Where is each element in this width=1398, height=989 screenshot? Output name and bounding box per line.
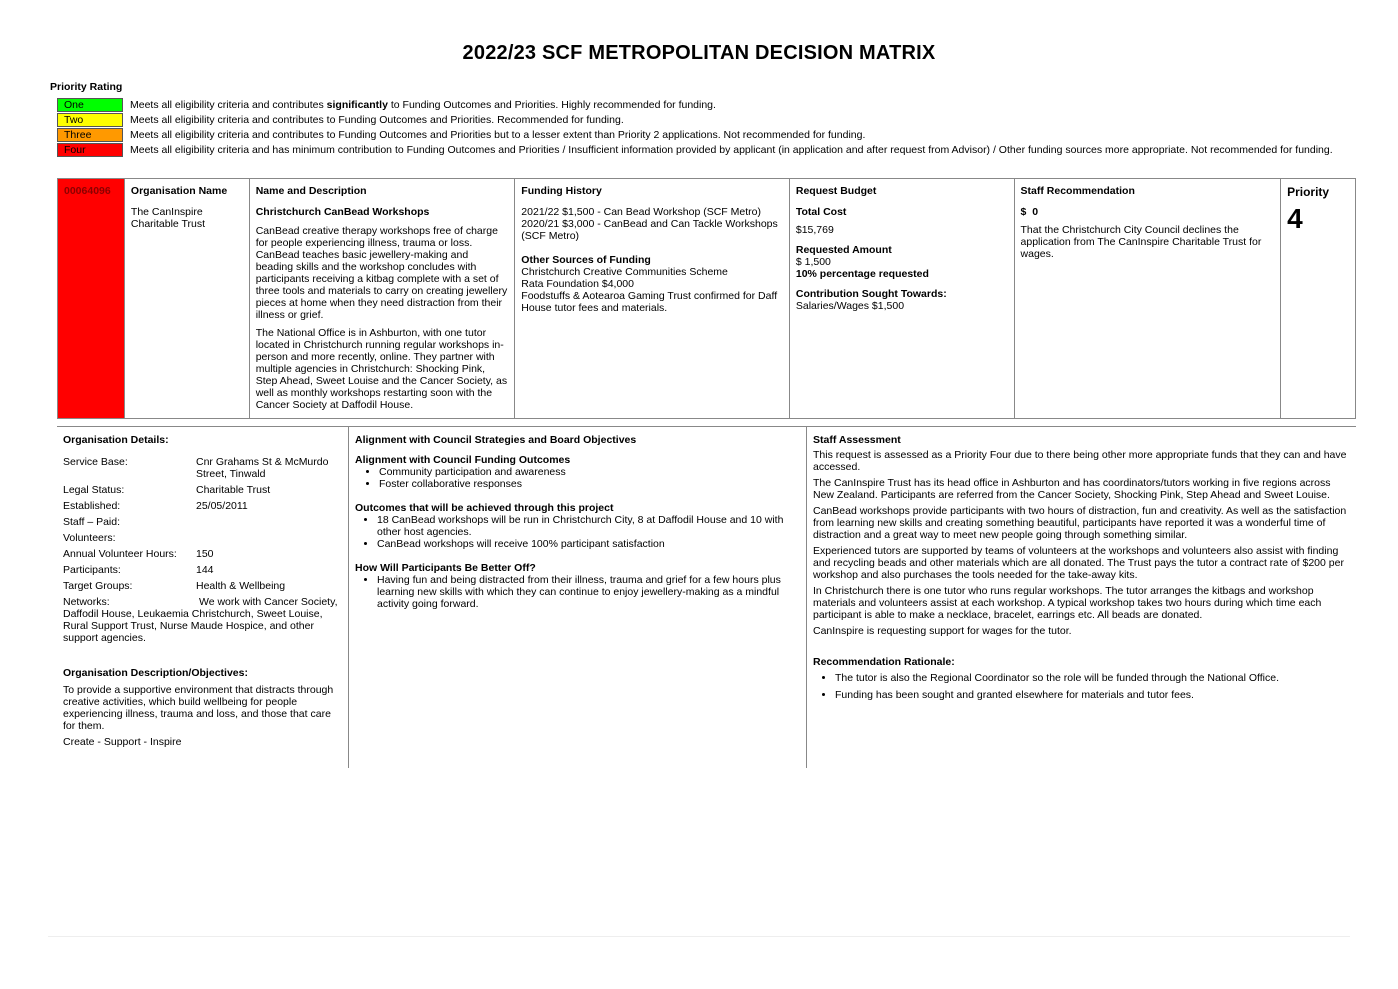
column-divider: [348, 427, 349, 768]
legend-text-three: Meets all eligibility criteria and contributes to Funding Outcomes and Priorities but to a lesser extent than Priority 2 applications. Not recommended for funding.: [130, 128, 866, 141]
detail-value: [196, 532, 343, 548]
legend-text-four: Meets all eligibility criteria and has minimum contribution to Funding Outcomes and Priorities / Insufficient information provided by applicant (in application and after request from Advisor) / Other funding sources more appropriate. Not recommended for funding.: [130, 143, 1333, 156]
priority-rating-heading: Priority Rating: [50, 81, 123, 93]
detail-value: [196, 516, 343, 532]
detail-label: Service Base:: [63, 456, 128, 468]
detail-row: [63, 456, 343, 484]
detail-row: [63, 564, 343, 580]
project-outcome-item: • CanBead workshops will receive 100% participant satisfaction: [377, 538, 800, 550]
funding-outcomes-list: [355, 466, 800, 490]
page-title: 2022/23 SCF METROPOLITAN DECISION MATRIX: [462, 42, 936, 64]
total-cost-label: Total Cost: [795, 206, 847, 218]
detail-value: 144: [196, 564, 214, 576]
staff-assessment-heading: Staff Assessment: [813, 434, 901, 446]
rationale-item: • The tutor is also the Regional Coordinator so the role will be funded through the National Office.: [835, 672, 1350, 684]
other-source-item: Christchurch Creative Communities Scheme: [521, 266, 728, 278]
networks-value: Daffodil House, Leukaemia Christchurch, Sweet Louise, Rural Support Trust, Nurse Maude Hospice, and other support agencies.: [63, 608, 323, 644]
detail-value: Health & Wellbeing: [196, 580, 286, 592]
networks-label: Networks:: [63, 596, 110, 608]
project-outcome-item: • 18 CanBead workshops will be run in Christchurch City, 8 at Daffodil House and 10 with other host agencies.: [377, 514, 800, 538]
legend-text-one: Meets all eligibility criteria and contributes significantly to Funding Outcomes and Priorities. Highly recommended for funding.: [130, 98, 716, 111]
organisation-details-table: [63, 456, 343, 596]
detail-row: [63, 500, 343, 516]
request-budget-heading: Request Budget: [795, 185, 877, 197]
name-description-heading: Name and Description: [255, 185, 367, 197]
assessment-paragraph: The CanInspire Trust has its head office in Ashburton and has coordinators/tutors working in five regions across New Zealand. Participants are referred from the Cancer Society, Shocking Pink, Step Ahead and Sweet Louise.: [813, 477, 1331, 501]
funding-outcome-item: • Foster collaborative responses: [379, 478, 800, 490]
column-divider: [806, 427, 807, 768]
networks-first-line: We work with Cancer Society,: [199, 596, 338, 608]
detail-label: Target Groups:: [63, 580, 133, 592]
funding-history-heading: Funding History: [521, 185, 602, 197]
detail-value: 25/05/2011: [196, 500, 248, 512]
staff-recommended-amount: $ 0: [1020, 206, 1039, 218]
priority-legend: [57, 97, 1333, 157]
contribution-value: Salaries/Wages $1,500: [795, 300, 905, 312]
funding-history-item: 2021/22 $1,500 - Can Bead Workshop (SCF Metro): [521, 206, 761, 218]
other-sources-heading: Other Sources of Funding: [521, 254, 651, 266]
organisation-details-section: [63, 434, 343, 748]
requested-amount-value: $ 1,500: [795, 256, 831, 268]
detail-value: Cnr Grahams St & McMurdo Street, Tinwald: [196, 456, 329, 480]
rationale-list: [813, 672, 1350, 701]
detail-row: [63, 548, 343, 564]
detail-row: [63, 516, 343, 532]
funding-history-item: 2020/21 $3,000 - CanBead and Can Tackle Workshops (SCF Metro): [521, 218, 778, 242]
project-outcomes-list: [355, 514, 800, 550]
staff-recommendation-text: That the Christchurch City Council declines the application from The CanInspire Charitable Trust for wages.: [1020, 224, 1262, 260]
detail-row: [63, 532, 343, 548]
rationale-heading: Recommendation Rationale:: [813, 656, 955, 668]
requested-amount-label: Requested Amount: [795, 244, 892, 256]
priority-heading: Priority: [1287, 185, 1330, 199]
detail-label: Volunteers:: [63, 532, 116, 544]
assessment-paragraph: CanInspire is requesting support for wages for the tutor.: [813, 625, 1072, 637]
priority-value: 4: [1287, 203, 1303, 234]
better-off-list: [355, 574, 800, 610]
legend-row-two: [57, 112, 1333, 127]
funding-history-cell: [515, 179, 790, 418]
staff-recommendation-heading: Staff Recommendation: [1020, 185, 1135, 197]
detail-label: Established:: [63, 500, 121, 512]
assessment-paragraph: Experienced tutors are supported by teams of volunteers at the workshops and volunteers also assist with finding and recycling beads and other materials which are all donated. The Trust pays the tutor a contract rate of $200 per workshop and also purchases the tools needed for the take-away kits.: [813, 545, 1344, 581]
legend-row-four: [57, 142, 1333, 157]
detail-label: Annual Volunteer Hours:: [63, 548, 177, 560]
footer-rule: [48, 936, 1350, 937]
detail-row: [63, 580, 343, 596]
organisation-name-cell: [125, 179, 250, 418]
application-summary-table: [57, 178, 1356, 419]
total-cost-value: $15,769: [795, 224, 834, 236]
staff-assessment-section: [813, 434, 1350, 701]
alignment-heading: Alignment with Council Strategies and Board Objectives: [355, 434, 637, 446]
percentage-requested: 10% percentage requested: [795, 268, 929, 280]
detail-row: [63, 484, 343, 500]
staff-recommendation-cell: [1015, 179, 1282, 418]
legend-swatch-four: Four: [57, 143, 123, 157]
section-divider: [57, 426, 1356, 427]
detail-label: Participants:: [63, 564, 121, 576]
funding-outcome-item: • Community participation and awareness: [379, 466, 800, 478]
legend-swatch-one: One: [57, 98, 123, 112]
priority-cell: [1281, 179, 1355, 418]
networks: [63, 596, 343, 644]
detail-value: 150: [196, 548, 214, 560]
legend-row-three: [57, 127, 1333, 142]
funding-outcomes-heading: Alignment with Council Funding Outcomes: [355, 454, 571, 466]
organisation-name: The CanInspire Charitable Trust: [130, 206, 206, 230]
better-off-item: • Having fun and being distracted from their illness, trauma and grief for a few hours plus learning new skills with which they can continue to enjoy jewellery-making as a mindful activity going forward.: [377, 574, 800, 610]
alignment-section: [355, 434, 800, 610]
organisation-name-heading: Organisation Name: [130, 185, 228, 197]
detail-label: Staff – Paid:: [63, 516, 121, 528]
project-outcomes-heading: Outcomes that will be achieved through this project: [355, 502, 614, 514]
contribution-label: Contribution Sought Towards:: [795, 288, 947, 300]
application-id: 00064096: [64, 185, 111, 197]
organisation-description-heading: Organisation Description/Objectives:: [63, 667, 248, 679]
better-off-heading: How Will Participants Be Better Off?: [355, 562, 536, 574]
project-name: Christchurch CanBead Workshops: [255, 206, 430, 218]
name-description-cell: [250, 179, 516, 418]
project-description-2: The National Office is in Ashburton, with one tutor located in Christchurch running regular workshops in-person and more recently, online. They partner with multiple agencies in Christchurch: Shocking Pink, Step Ahead, Sweet Louise and the Cancer Society, as well as monthly workshops restarting soon with the Cancer Society at Daffodil House.: [255, 327, 508, 411]
assessment-paragraph: This request is assessed as a Priority Four due to there being other more appropriate funds that they can and have accessed.: [813, 449, 1347, 473]
detail-label: Legal Status:: [63, 484, 125, 496]
legend-swatch-three: Three: [57, 128, 123, 142]
organisation-motto: Create - Support - Inspire: [63, 736, 182, 748]
organisation-details-heading: Organisation Details:: [63, 434, 169, 446]
application-id-cell: [58, 179, 125, 418]
detail-value: Charitable Trust: [196, 484, 271, 496]
assessment-paragraph: In Christchurch there is one tutor who runs regular workshops. The tutor arranges the kitbags and workshop materials and volunteers assist at each workshop. A typical workshop takes two hours during which time each participant is able to make a necklace, bracelet, earrings etc. All beads are donated.: [813, 585, 1322, 621]
legend-text-two: Meets all eligibility criteria and contributes to Funding Outcomes and Priorities. Recommended for funding.: [130, 113, 624, 126]
project-description-1: CanBead creative therapy workshops free of charge for people experiencing illness, trauma or loss. CanBead teaches basic jewellery-making and beading skills and the workshop concludes with participants receiving a kitbag complete with a set of three tools and materials to carry on creating jewellery pieces at home when they need distraction from their illness or grief.: [255, 225, 508, 321]
legend-row-one: [57, 97, 1333, 112]
organisation-description: To provide a supportive environment that distracts through creative activities, which build wellbeing for people experiencing illness, trauma and loss, and those that care for them.: [63, 684, 334, 732]
legend-swatch-two: Two: [57, 113, 123, 127]
assessment-paragraph: CanBead workshops provide participants with two hours of distraction, fun and creativity. As well as the satisfaction from learning new skills and creating something beautiful, participants have reported it was a wonderful time of distraction and a great way to meet new people going through something similar.: [813, 505, 1347, 541]
request-budget-cell: [790, 179, 1015, 418]
other-source-item: Foodstuffs & Aotearoa Gaming Trust confirmed for Daff House tutor fees and materials.: [521, 290, 778, 314]
other-source-item: Rata Foundation $4,000: [521, 278, 634, 290]
rationale-item: • Funding has been sought and granted elsewhere for materials and tutor fees.: [835, 689, 1350, 701]
